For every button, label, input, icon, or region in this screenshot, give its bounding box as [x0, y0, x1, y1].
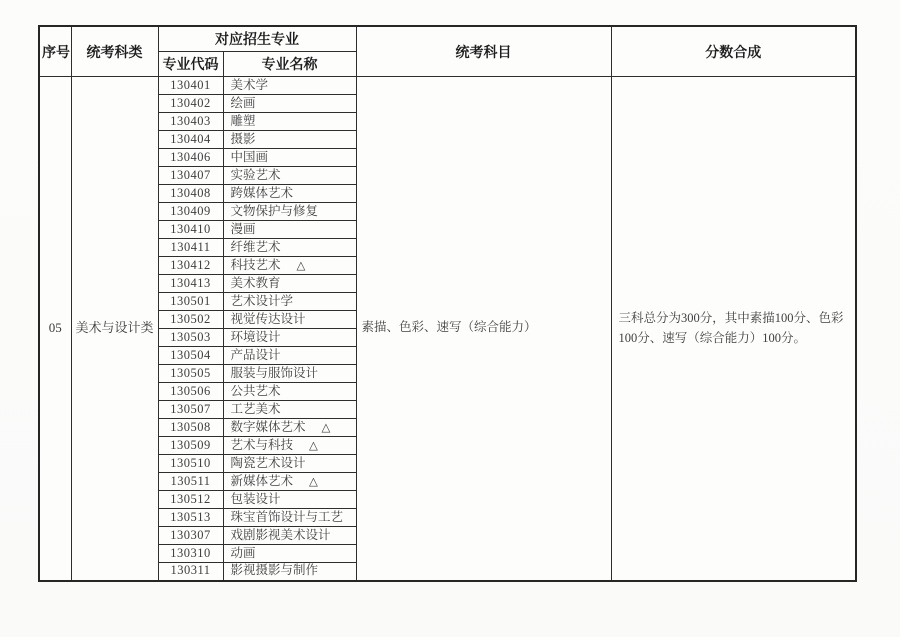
- major-code-cell: 130410: [158, 221, 223, 239]
- triangle-marker: △: [309, 475, 318, 488]
- major-code-cell: 130411: [158, 239, 223, 257]
- major-name-cell: 新媒体艺术 △: [223, 473, 356, 491]
- major-code-cell: 130412: [158, 257, 223, 275]
- major-code-cell: 130501: [158, 293, 223, 311]
- category-cell: 美术与设计类: [71, 77, 158, 581]
- major-name-cell: 数字媒体艺术 △: [223, 419, 356, 437]
- triangle-marker: △: [309, 439, 318, 452]
- serial-cell: 05: [39, 77, 71, 581]
- major-code-cell: 130507: [158, 401, 223, 419]
- major-code-cell: 130508: [158, 419, 223, 437]
- major-name-cell: 视觉传达设计: [223, 311, 356, 329]
- major-code-cell: 130503: [158, 329, 223, 347]
- major-name-cell: 陶瓷艺术设计: [223, 455, 356, 473]
- major-name-cell: 戏剧影视美术设计: [223, 527, 356, 545]
- major-name-cell: 艺术设计学: [223, 293, 356, 311]
- major-name-cell: 绘画: [223, 95, 356, 113]
- major-code-cell: 130511: [158, 473, 223, 491]
- major-code-cell: 130502: [158, 311, 223, 329]
- triangle-marker: △: [321, 421, 331, 434]
- major-name-cell: 摄影: [223, 131, 356, 149]
- major-code-cell: 130506: [158, 383, 223, 401]
- major-name-cell: 中国画: [223, 149, 356, 167]
- major-code-cell: 130406: [158, 149, 223, 167]
- header-subjects: 统考科目: [356, 26, 611, 77]
- major-code-cell: 130311: [158, 563, 223, 581]
- major-name-cell: 文物保护与修复: [223, 203, 356, 221]
- major-name-cell: 包装设计: [223, 491, 356, 509]
- major-name-cell: 科技艺术 △: [223, 257, 356, 275]
- major-code-cell: 130409: [158, 203, 223, 221]
- major-code-cell: 130310: [158, 545, 223, 563]
- major-name-cell: 产品设计: [223, 347, 356, 365]
- major-code-cell: 130407: [158, 167, 223, 185]
- major-name-cell: 实验艺术: [223, 167, 356, 185]
- major-code-cell: 130513: [158, 509, 223, 527]
- major-name-cell: 跨媒体艺术: [223, 185, 356, 203]
- major-name-cell: 纤维艺术: [223, 239, 356, 257]
- major-name-cell: 艺术与科技 △: [223, 437, 356, 455]
- major-name-cell: 美术学: [223, 77, 356, 95]
- major-code-cell: 130413: [158, 275, 223, 293]
- major-name-cell: 珠宝首饰设计与工艺: [223, 509, 356, 527]
- header-major-code: 专业代码: [158, 52, 223, 77]
- header-row-1: [39, 26, 856, 52]
- major-name-cell: 雕塑: [223, 113, 356, 131]
- major-name-cell: 工艺美术: [223, 401, 356, 419]
- subjects-cell: 素描、色彩、速写（综合能力）: [356, 77, 611, 581]
- major-code-cell: 130510: [158, 455, 223, 473]
- major-code-cell: 130307: [158, 527, 223, 545]
- score-cell: 三科总分为300分，其中素描100分、色彩100分、速写（综合能力）100分。: [611, 77, 856, 581]
- header-majors-group: 对应招生专业: [158, 26, 356, 52]
- major-code-cell: 130404: [158, 131, 223, 149]
- major-code-cell: 130504: [158, 347, 223, 365]
- majors-body: [39, 77, 856, 581]
- major-name-cell: 漫画: [223, 221, 356, 239]
- header-category: 统考科类: [71, 26, 158, 77]
- table-header: [39, 26, 856, 77]
- major-code-cell: 130509: [158, 437, 223, 455]
- header-major-name: 专业名称: [223, 52, 356, 77]
- majors-table: [38, 25, 857, 582]
- major-code-cell: 130408: [158, 185, 223, 203]
- major-code-cell: 130512: [158, 491, 223, 509]
- header-score: 分数合成: [611, 26, 856, 77]
- major-name-cell: 公共艺术: [223, 383, 356, 401]
- major-code-cell: 130401: [158, 77, 223, 95]
- major-code-cell: 130402: [158, 95, 223, 113]
- major-code-cell: 130505: [158, 365, 223, 383]
- major-name-cell: 环境设计: [223, 329, 356, 347]
- major-name-cell: 动画: [223, 545, 356, 563]
- major-name-cell: 影视摄影与制作: [223, 563, 356, 581]
- major-row: [39, 77, 856, 95]
- major-code-cell: 130403: [158, 113, 223, 131]
- triangle-marker: △: [296, 259, 306, 272]
- header-serial: 序号: [39, 26, 71, 77]
- major-name-cell: 美术教育: [223, 275, 356, 293]
- major-name-cell: 服装与服饰设计: [223, 365, 356, 383]
